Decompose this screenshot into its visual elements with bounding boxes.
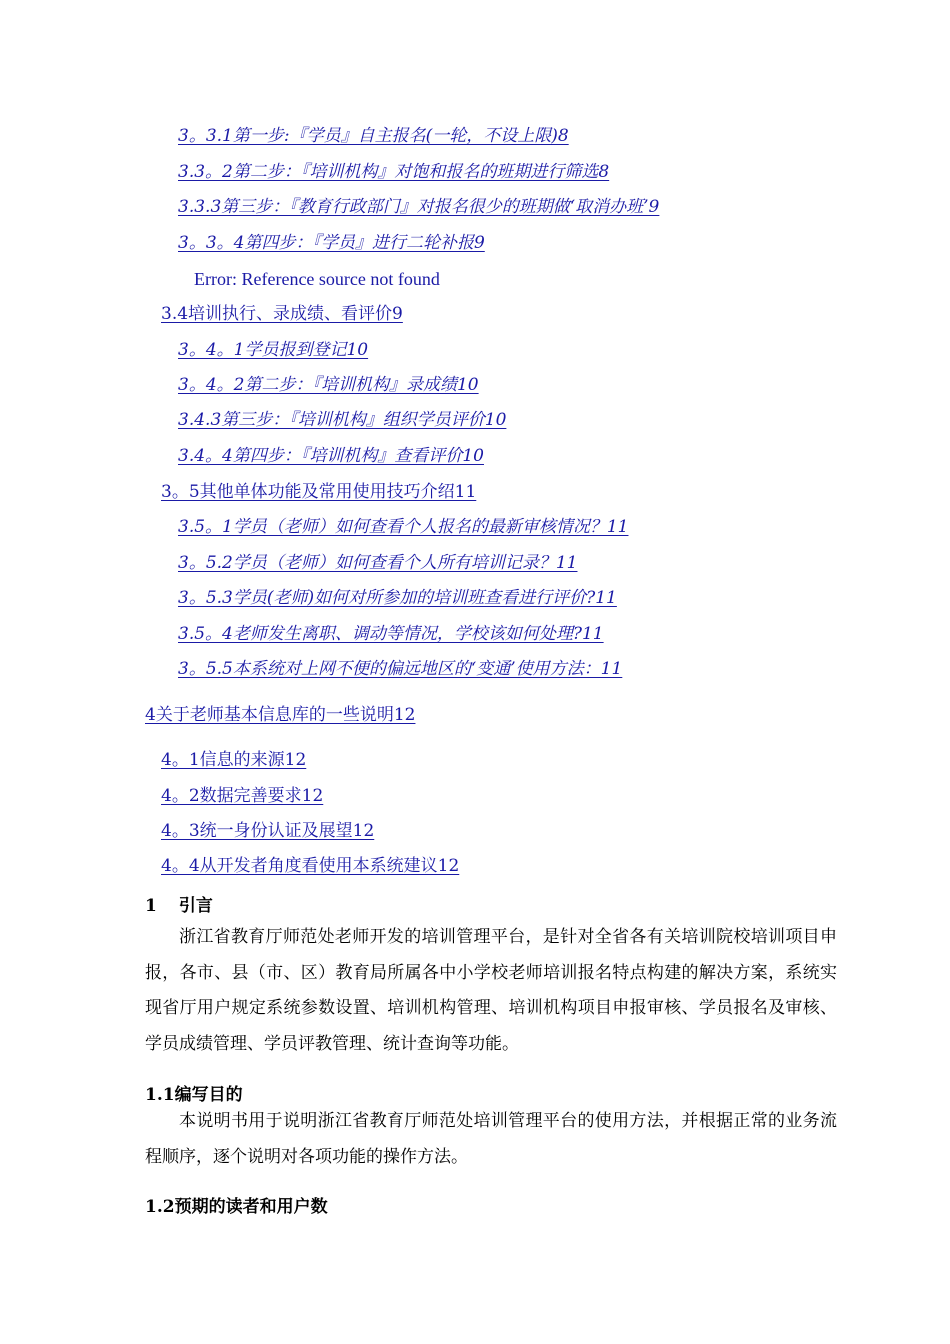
toc-entry[interactable]: 4。1信息的来源12 <box>161 750 307 770</box>
section-number: 1 <box>145 896 157 916</box>
section-heading: 1.1编写目的 <box>145 1085 243 1105</box>
toc-entry[interactable]: 3。5.2学员（老师）如何查看个人所有培训记录？11 <box>178 553 578 573</box>
toc-entry[interactable]: 3.4培训执行、录成绩、看评价9 <box>161 304 403 324</box>
toc-entry[interactable]: 3.4.3第三步：『培训机构』组织学员评价10 <box>178 410 507 430</box>
toc-entry[interactable]: 3。3。4第四步：『学员』进行二轮补报9 <box>178 233 485 253</box>
toc-entry[interactable]: 3。5其他单体功能及常用使用技巧介绍11 <box>161 482 477 502</box>
toc-entry[interactable]: 3.3.3第三步：『教育行政部门』对报名很少的班期做‘取消办班’9 <box>178 197 660 217</box>
section-heading <box>145 891 213 916</box>
toc-entry[interactable]: 3.4。4第四步：『培训机构』查看评价10 <box>178 446 484 466</box>
section-heading: 1.2预期的读者和用户数 <box>145 1197 328 1217</box>
toc-entry[interactable]: 4。3统一身份认证及展望12 <box>161 821 375 841</box>
toc-entry[interactable]: 3。4。1学员报到登记10 <box>178 340 369 360</box>
toc-entry[interactable]: 3.5。4老师发生离职、调动等情况，学校该如何处理?11 <box>178 624 604 644</box>
toc-entry[interactable]: 3.5。1学员（老师）如何查看个人报名的最新审核情况？11 <box>178 517 629 537</box>
section-title: 引言 <box>178 896 213 916</box>
toc-entry[interactable]: 3。4。2第二步：『培训机构』录成绩10 <box>178 375 479 395</box>
intro-paragraph: 浙江省教育厅师范处老师开发的培训管理平台，是针对全省各有关培训院校培训项目申报，各市、县（市、区）教育局所属各中小学校老师培训报名特点构建的解决方案，系统实现省厅用户规定系统参数设置、培训机构管理、培训机构项目申报审核、学员报名及审核、学员成绩管理、学员评教管理、统计查询等功能。 <box>145 927 837 1054</box>
toc-entry[interactable]: 4关于老师基本信息库的一些说明12 <box>145 705 416 725</box>
toc-entry[interactable]: 3。3.1第一步:『学员』自主报名(一轮，不设上限)8 <box>178 126 569 146</box>
toc-entry[interactable]: 4。2数据完善要求12 <box>161 786 324 806</box>
toc-entry[interactable]: 3。5.3学员(老师)如何对所参加的培训班查看进行评价?11 <box>178 588 617 608</box>
toc-entry[interactable]: 3.3。2第二步：『培训机构』对饱和报名的班期进行筛选8 <box>178 162 610 182</box>
toc-entry[interactable]: 4。4从开发者角度看使用本系统建议12 <box>161 856 460 876</box>
toc-error-message: Error: Reference source not found <box>194 269 440 289</box>
toc-entry[interactable]: 3。5.5本系统对上网不便的偏远地区的‘变通’使用方法：11 <box>178 659 623 679</box>
purpose-paragraph: 本说明书用于说明浙江省教育厅师范处培训管理平台的使用方法，并根据正常的业务流程顺序，逐个说明对各项功能的操作方法。 <box>145 1111 837 1167</box>
